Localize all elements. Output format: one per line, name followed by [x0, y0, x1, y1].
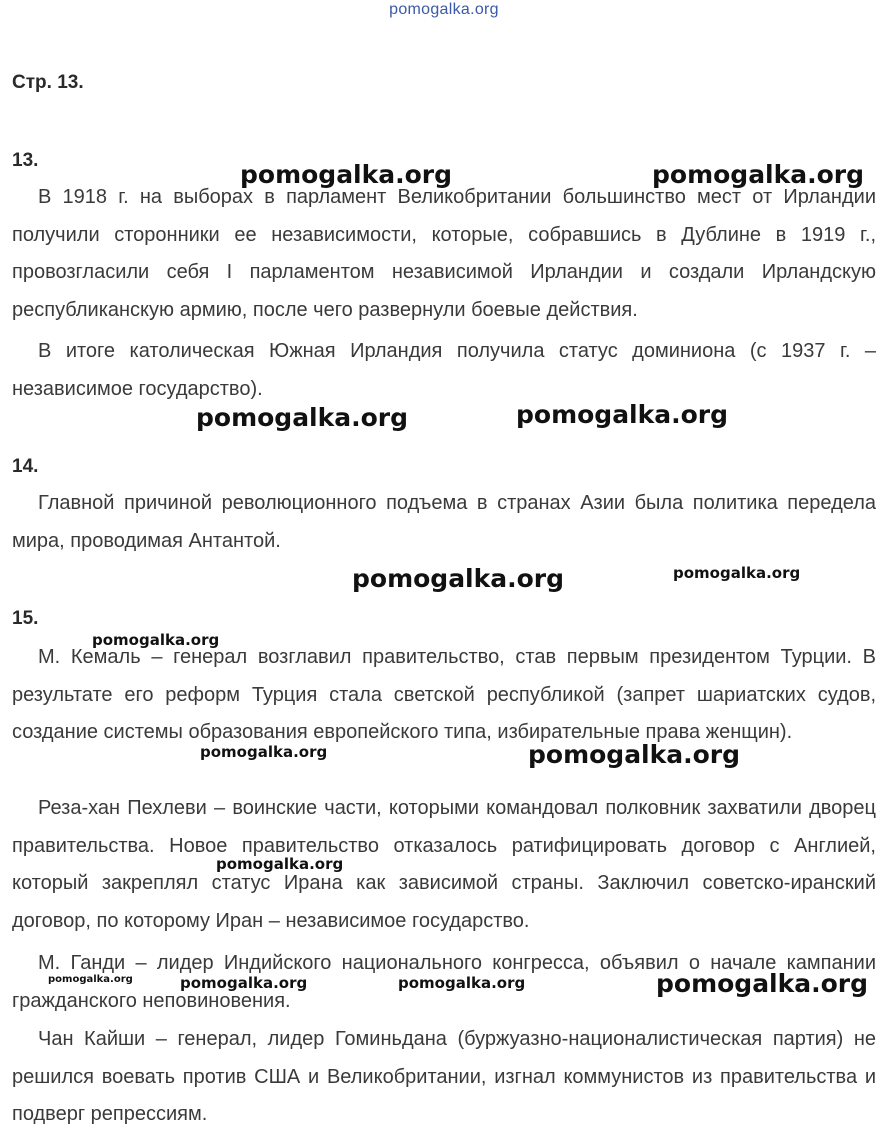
site-link[interactable]: pomogalka.org [389, 1, 499, 18]
paragraph: М. Ганди – лидер Индийского национального конгресса, объявил о начале кампании гражданского неповиновения. [12, 952, 876, 1012]
question-number-13: 13. [12, 150, 39, 171]
watermark: pomogalka.org [673, 564, 801, 582]
watermark: pomogalka.org [352, 564, 565, 593]
watermark: pomogalka.org [528, 740, 741, 769]
watermark: pomogalka.org [180, 974, 308, 992]
watermark: pomogalka.org [656, 969, 869, 998]
watermark: pomogalka.org [196, 403, 409, 432]
watermark: pomogalka.org [398, 974, 526, 992]
watermark: pomogalka.org [240, 160, 453, 189]
paragraph: Чан Кайши – генерал, лидер Гоминьдана (буржуазно-националистическая партия) не решился воевать против США и Великобритании, изгнал коммунистов из правительства и подверг репрессиям. [12, 1028, 876, 1125]
question-number-15: 15. [12, 608, 39, 629]
paragraph: Реза-хан Пехлеви – воинские части, которыми командовал полковник захватили дворец правительства. Новое правительство отказалось ратифицировать договор с Англией, который закреплял статус Ирана как зависимой страны. Заключил советско-иранский договор, по которому Иран – независимое государство. [12, 797, 876, 932]
paragraph: В 1918 г. на выборах в парламент Великобритании большинство мест от Ирландии получили сторонники ее независимости, которые, собравшись в Дублине в 1919 г., провозгласили себя I парламентом независимой Ирландии и создали Ирландскую республиканскую армию, после чего развернули боевые действия. [12, 186, 876, 321]
page-title: Стр. 13. [12, 72, 84, 93]
paragraph: М. Кемаль – генерал возглавил правительство, став первым президентом Турции. В результате его реформ Турция стала светской республикой (запрет шариатских судов, создание системы образования европейского типа, избирательные права женщин). [12, 646, 876, 743]
watermark: pomogalka.org [48, 974, 133, 985]
watermark: pomogalka.org [652, 160, 865, 189]
watermark: pomogalka.org [200, 743, 328, 761]
watermark: pomogalka.org [216, 855, 344, 873]
watermark: pomogalka.org [516, 400, 729, 429]
paragraph: В итоге католическая Южная Ирландия получила статус доминиона (с 1937 г. – независимое государство). [12, 340, 876, 400]
watermark: pomogalka.org [92, 631, 220, 649]
paragraph: Главной причиной революционного подъема в странах Азии была политика передела мира, проводимая Антантой. [12, 492, 876, 552]
question-number-14: 14. [12, 456, 39, 477]
